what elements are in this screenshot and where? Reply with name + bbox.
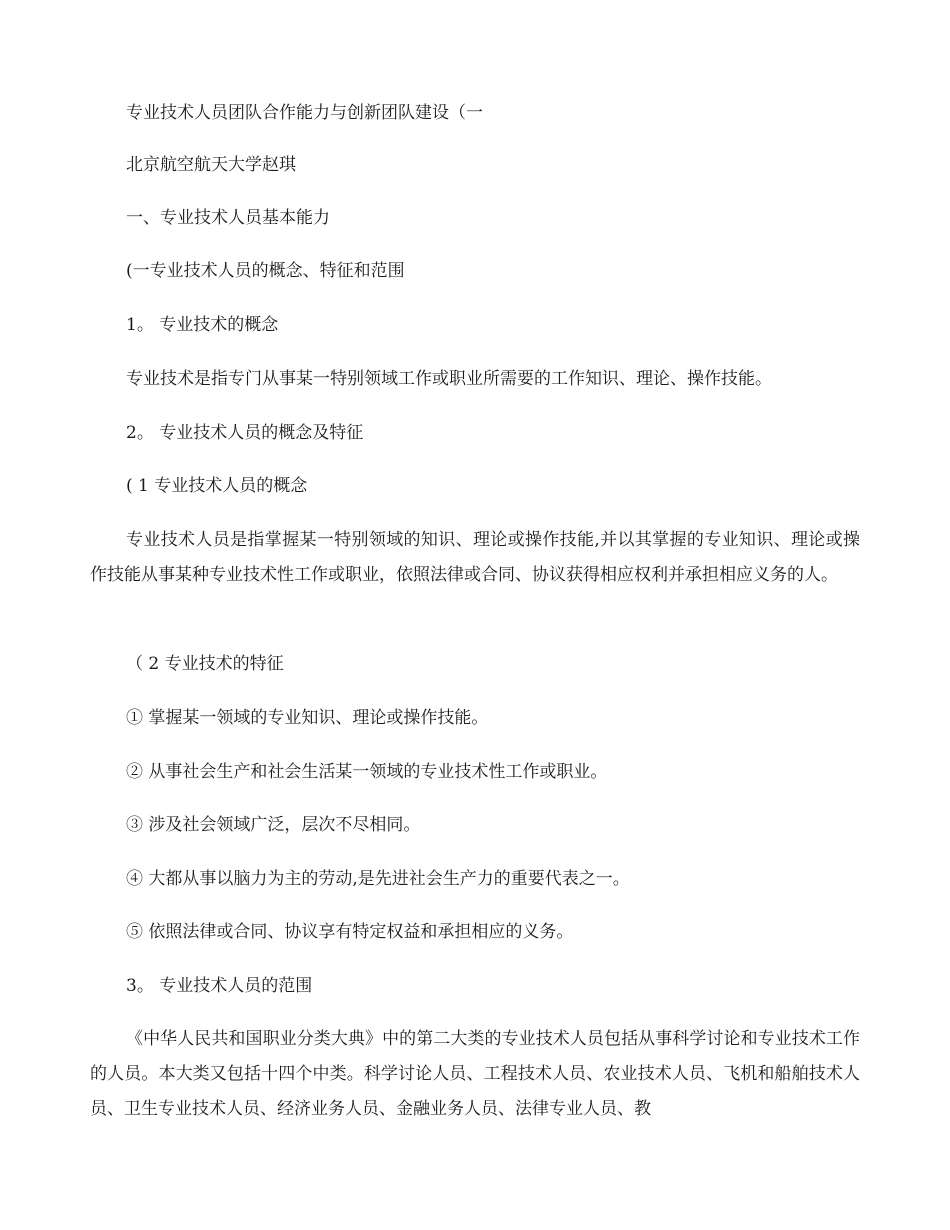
feature-item: ② 从事社会生产和社会生活某一领域的专业技术性工作或职业。 <box>126 762 608 782</box>
paragraph-professional-definition: 专业技术人员是指掌握某一特别领域的知识、理论或操作技能,并以其掌握的专业知识、理论或操作技能从事某种专业技术性工作或职业，依照法律或合同、协议获得相应权利并承担相应义务的人。 <box>90 530 860 585</box>
item-heading-3: 3。 专业技术人员的范围 <box>126 976 313 996</box>
subitem-heading-2-1: ( 1 专业技术人员的概念 <box>126 476 308 496</box>
section-heading: 一、专业技术人员基本能力 <box>126 208 330 228</box>
feature-item: ③ 涉及社会领域广泛，层次不尽相同。 <box>126 815 421 835</box>
paragraph-definition: 专业技术是指专门从事某一特别领域工作或职业所需要的工作知识、理论、操作技能。 <box>126 369 772 389</box>
document-title: 专业技术人员团队合作能力与创新团队建设（一 <box>126 103 483 123</box>
subitem-heading-2-2: （ 2 专业技术的特征 <box>126 654 284 674</box>
document-author: 北京航空航天大学赵琪 <box>126 155 296 175</box>
feature-item: ⑤ 依照法律或合同、协议享有特定权益和承担相应的义务。 <box>126 922 574 942</box>
feature-item: ④ 大都从事以脑力为主的劳动,是先进社会生产力的重要代表之一。 <box>126 869 630 889</box>
item-heading-2: 2。 专业技术人员的概念及特征 <box>126 423 364 443</box>
feature-item: ① 掌握某一领域的专业知识、理论或操作技能。 <box>126 708 489 728</box>
item-heading-1: 1。 专业技术的概念 <box>126 315 279 335</box>
subsection-heading: (一专业技术人员的概念、特征和范围 <box>126 261 405 281</box>
paragraph-scope: 《中华人民共和国职业分类大典》中的第二大类的专业技术人员包括从事科学讨论和专业技术工作的人员。本大类又包括十四个中类。科学讨论人员、工程技术人员、农业技术人员、飞机和船舶技术人员、卫生专业技术人员、经济业务人员、金融业务人员、法律专业人员、教 <box>90 1029 860 1119</box>
